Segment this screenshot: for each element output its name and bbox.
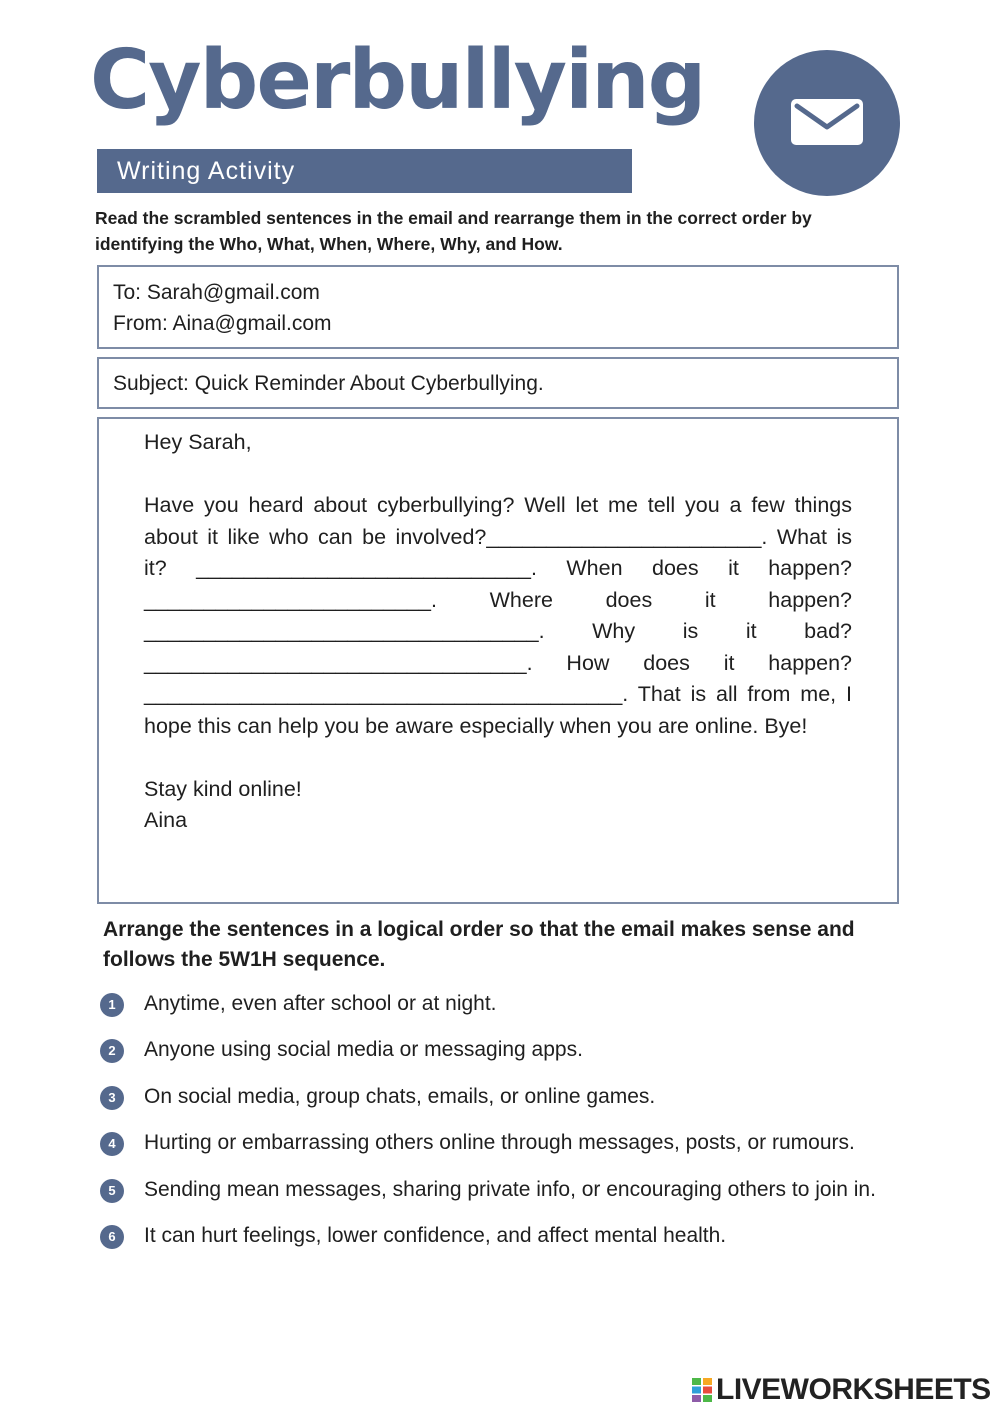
email-to: To: Sarah@gmail.com — [113, 281, 320, 304]
email-greeting: Hey Sarah, — [144, 430, 252, 454]
option-text: Sending mean messages, sharing private info, or encouraging others to join in. — [144, 1177, 876, 1201]
list-item — [100, 1176, 960, 1222]
email-subject-box — [97, 357, 899, 409]
option-text: Anyone using social media or messaging apps. — [144, 1038, 583, 1062]
page-title: Cyberbullying — [90, 33, 705, 128]
list-item — [100, 1036, 960, 1082]
sentence-options-list — [100, 990, 960, 1268]
option-text: Hurting or embarrassing others online through messages, posts, or rumours. — [144, 1131, 855, 1155]
mail-badge — [754, 50, 900, 196]
email-signature: Aina — [144, 808, 188, 832]
email-body-paragraph: Have you heard about cyberbullying? Well let me tell you a few things about it like who can be involved?_______________________. What is it? ____________________________. When does it happen? ________________________. Where does it happen? _________________________________. Why is it bad? ________________________________. How does it happen? ________________________________________. That is all from me, I hope this can help you be aware especially when you are online. Bye! — [144, 493, 852, 738]
option-text: Anytime, even after school or at night. — [144, 992, 497, 1015]
email-body-box — [97, 417, 899, 904]
email-subject: Subject: Quick Reminder About Cyberbullying. — [113, 372, 544, 395]
subtitle-banner: Writing Activity — [97, 149, 632, 193]
number-badge: 6 — [100, 1225, 124, 1249]
number-badge: 3 — [100, 1086, 124, 1110]
number-badge: 4 — [100, 1132, 124, 1156]
list-item — [100, 990, 960, 1036]
email-signoff: Stay kind online! — [144, 776, 302, 801]
option-text: On social media, group chats, emails, or online games. — [144, 1084, 656, 1108]
list-item — [100, 1083, 960, 1129]
brand-name: LIVEWORKSHEETS — [716, 1373, 991, 1406]
arrange-instruction: Arrange the sentences in a logical order so that the email makes sense and follows the 5W1H sequence. — [103, 918, 855, 971]
number-badge: 2 — [100, 1039, 124, 1063]
instructions-text: Read the scrambled sentences in the email and rearrange them in the correct order by identifying the Who, What, When, Where, Why, and How. — [95, 208, 812, 254]
email-from: From: Aina@gmail.com — [113, 312, 332, 335]
list-item — [100, 1222, 960, 1268]
liveworksheets-brand[interactable] — [692, 1372, 992, 1408]
mail-icon — [789, 97, 865, 147]
number-badge: 1 — [100, 993, 124, 1017]
number-badge: 5 — [100, 1179, 124, 1203]
list-item — [100, 1129, 960, 1175]
liveworksheets-logo-icon — [692, 1378, 712, 1402]
email-address-box — [97, 265, 899, 349]
option-text: It can hurt feelings, lower confidence, and affect mental health. — [144, 1223, 727, 1247]
